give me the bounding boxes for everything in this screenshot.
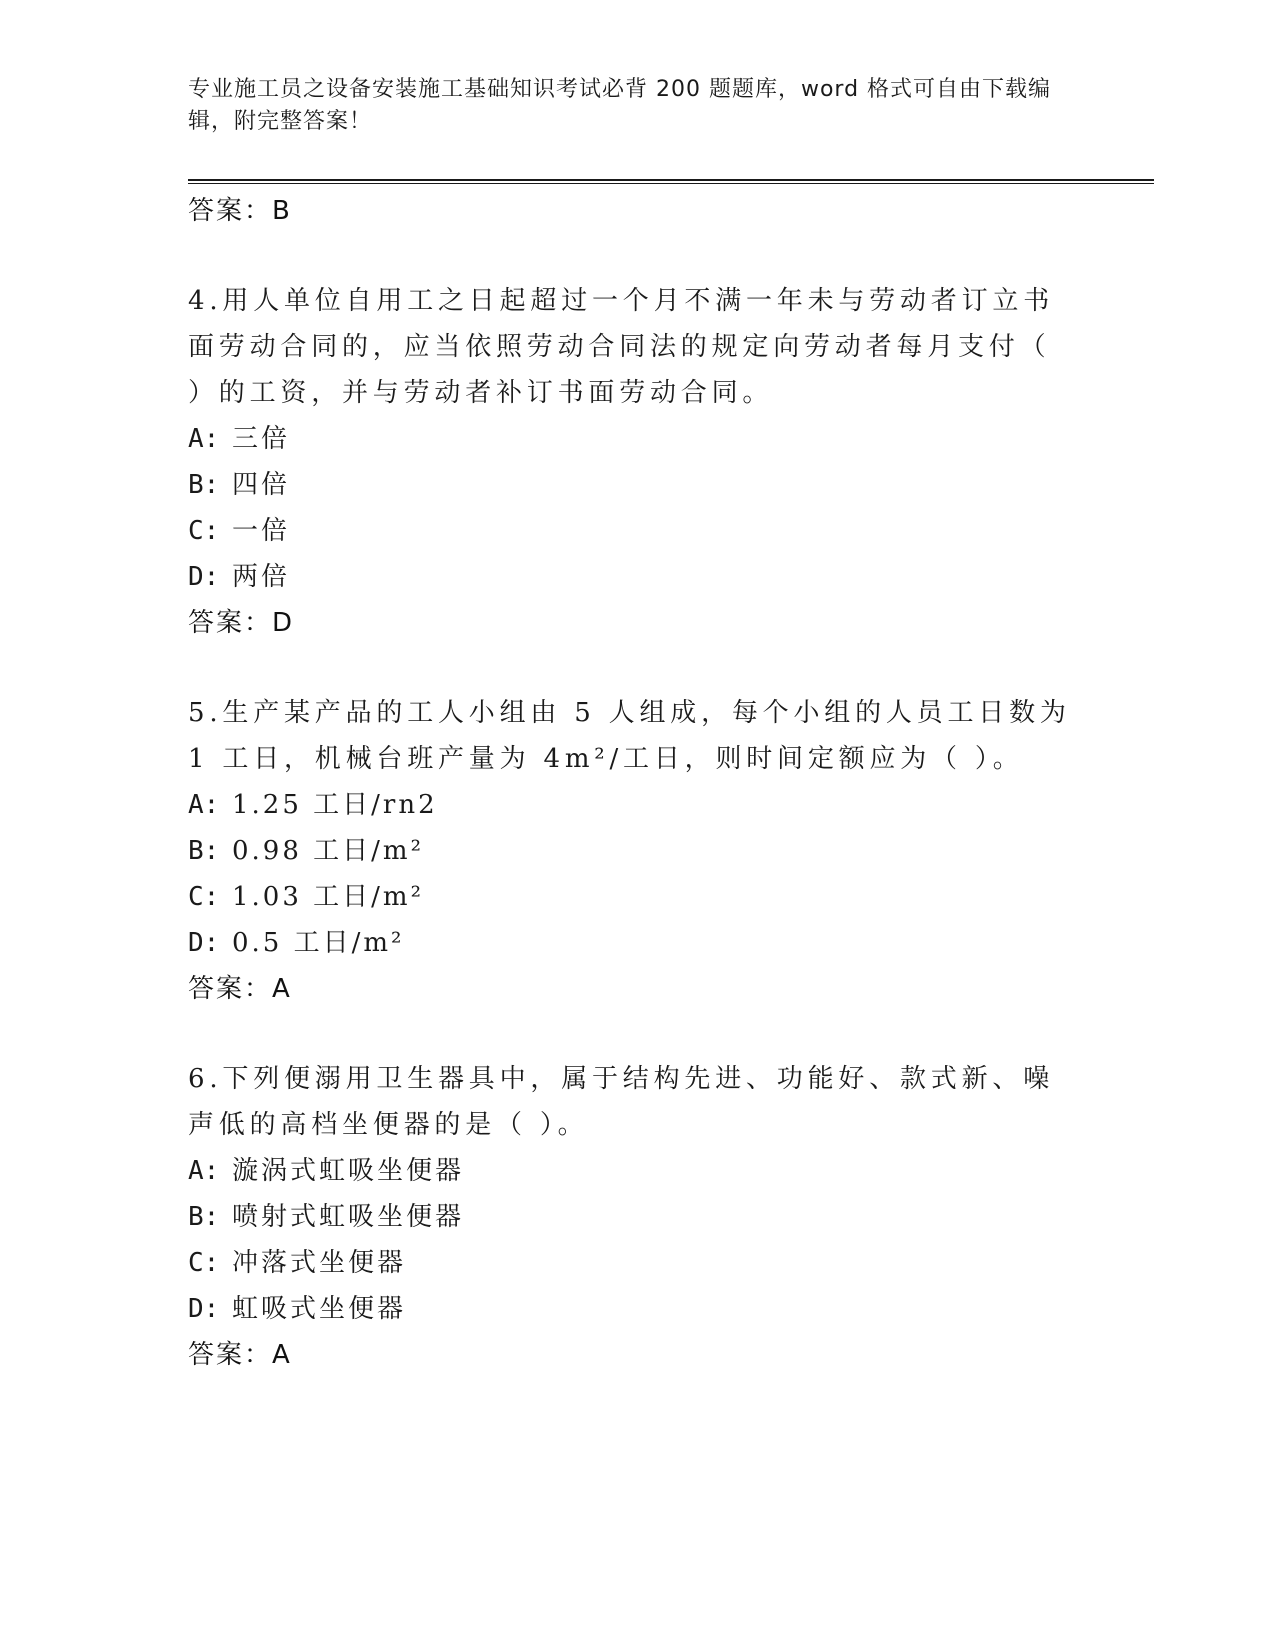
question-stem: 4.用人单位自用工之日起超过一个月不满一年未与劳动者订立书面劳动合同的，应当依照劳动合同法的规定向劳动者每月支付（ ）的工资，并与劳动者补订书面劳动合同。 [188,286,1055,408]
option-c [188,1240,1078,1286]
answer-value: D [272,608,295,638]
answer-value: A [272,974,292,1004]
option-key: A: [188,424,220,454]
option-text: 漩涡式虹吸坐便器 [232,1156,465,1186]
question-answer [188,600,1078,646]
option-text: 虹吸式坐便器 [232,1294,407,1324]
option-text: 四倍 [232,470,291,500]
option-key: B: [188,836,220,866]
question-stem: 5.生产某产品的工人小组由 5 人组成，每个小组的人员工日数为 1 工日，机械台班产量为 4m²/工日，则时间定额应为（ ）。 [188,698,1071,774]
option-key: C: [188,1248,220,1278]
answer-label: 答案： [188,196,273,226]
option-key: D: [188,1294,220,1324]
option-d [188,920,1078,966]
option-d [188,554,1078,600]
option-text: 1.25 工日/rn2 [232,790,438,820]
answer-label: 答案： [188,608,273,638]
option-text: 喷射式虹吸坐便器 [232,1202,465,1232]
header-divider [188,179,1154,181]
option-key: D: [188,562,220,592]
question-5 [188,690,1078,1012]
option-key: B: [188,1202,220,1232]
question-6 [188,1056,1078,1378]
question-stem: 6.下列便溺用卫生器具中，属于结构先进、功能好、款式新、噪声低的高档坐便器的是（ ）。 [188,1064,1055,1140]
option-text: 1.03 工日/m² [232,882,424,912]
option-b [188,462,1078,508]
option-text: 两倍 [232,562,291,592]
option-b [188,1194,1078,1240]
option-d [188,1286,1078,1332]
answer-value: A [272,1340,292,1370]
option-key: A: [188,1156,220,1186]
answer-label: 答案： [188,974,273,1004]
option-key: C: [188,516,220,546]
question-answer [188,966,1078,1012]
option-text: 冲落式坐便器 [232,1248,407,1278]
option-c [188,874,1078,920]
option-a [188,782,1078,828]
option-key: B: [188,470,220,500]
option-a [188,416,1078,462]
option-text: 一倍 [232,516,291,546]
answer-label: 答案： [188,1340,273,1370]
question-answer [188,1332,1078,1378]
option-b [188,828,1078,874]
document-header-title: 专业施工员之设备安装施工基础知识考试必背 200 题题库，word 格式可自由下载编辑，附完整答案！ [188,77,1052,134]
document-body [188,188,1078,1422]
option-key: A: [188,790,220,820]
answer-value: B [272,196,292,226]
header-divider-thin [188,183,1154,184]
option-text: 0.98 工日/m² [232,836,424,866]
option-key: C: [188,882,220,912]
option-text: 0.5 工日/m² [232,928,405,958]
option-key: D: [188,928,220,958]
option-c [188,508,1078,554]
option-a [188,1148,1078,1194]
option-text: 三倍 [232,424,291,454]
previous-question-answer [188,188,1078,234]
question-4 [188,278,1078,646]
